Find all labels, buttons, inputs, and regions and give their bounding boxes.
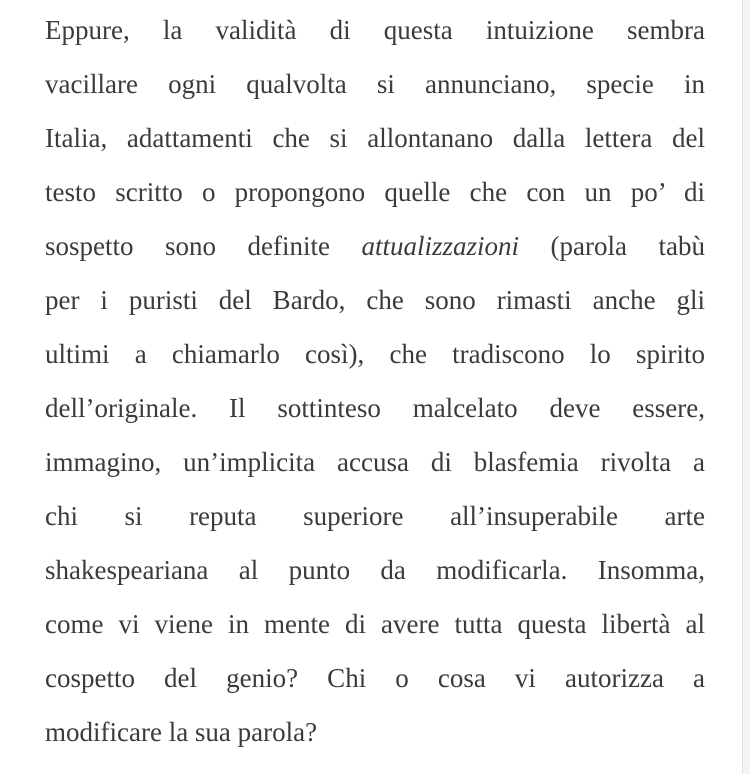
- scrollbar-track[interactable]: [742, 0, 750, 774]
- text-line: per i puristi del Bardo, che sono rimasti anche gli: [45, 285, 705, 315]
- text-line: ultimi a chiamarlo così), che tradiscono lo spirito: [45, 339, 705, 369]
- text-line: modificare la sua parola?: [45, 717, 318, 747]
- text-line: chi si reputa superiore all’insuperabile arte: [45, 501, 705, 531]
- text-line: immagino, un’implicita accusa di blasfemia rivolta a: [45, 447, 705, 477]
- text-line: testo scritto o propongono quelle che con un po’ di: [45, 177, 705, 207]
- text-line: cospetto del genio? Chi o cosa vi autorizza a: [45, 663, 705, 693]
- text-segment: sospetto sono definite: [45, 231, 362, 261]
- italic-term: attualizzazioni: [361, 231, 520, 261]
- article-paragraph: [45, 3, 705, 759]
- text-line: vacillare ogni qualvolta si annunciano, specie in: [45, 69, 705, 99]
- text-line: [45, 219, 705, 273]
- text-line: Eppure, la validità di questa intuizione sembra: [45, 15, 705, 45]
- text-line: come vi viene in mente di avere tutta questa libertà al: [45, 609, 705, 639]
- text-line: dell’originale. Il sottinteso malcelato deve essere,: [45, 393, 705, 423]
- text-line: shakespeariana al punto da modificarla. Insomma,: [45, 555, 705, 585]
- text-line: Italia, adattamenti che si allontanano dalla lettera del: [45, 123, 705, 153]
- text-segment: (parola tabù: [519, 231, 706, 261]
